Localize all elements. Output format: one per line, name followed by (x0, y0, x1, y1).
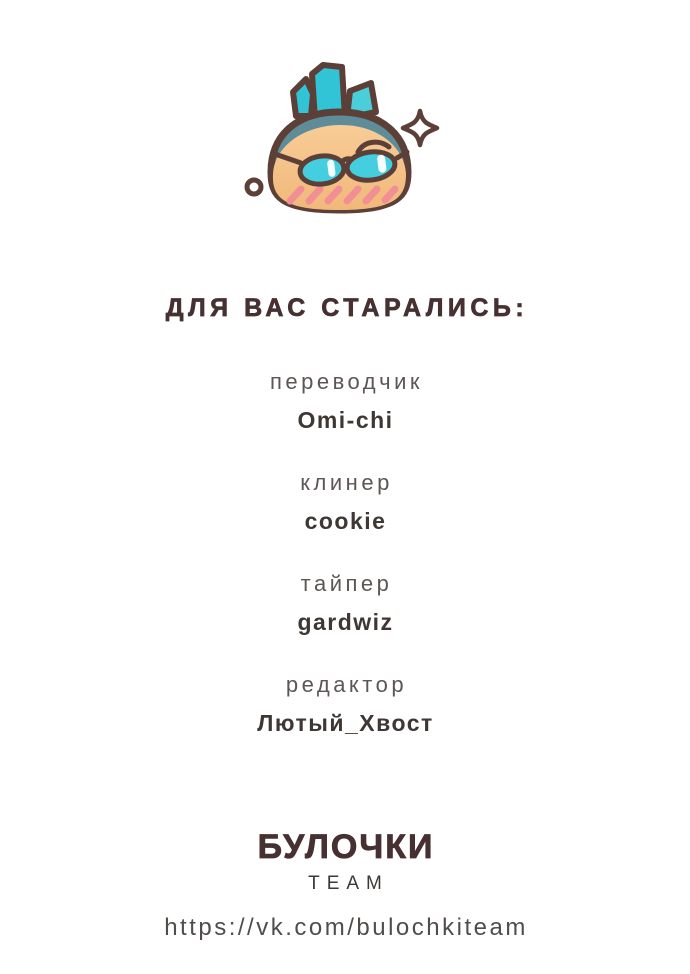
credit-cleaner (0, 470, 690, 535)
credit-person-name: Лютый_Хвост (257, 710, 434, 736)
credit-person-name: Omi-chi (297, 407, 394, 433)
credit-role-label: редактор (285, 672, 408, 697)
credit-person-name: gardwiz (297, 609, 394, 635)
team-name: БУЛОЧКИ (257, 828, 435, 866)
credit-typesetter (0, 571, 690, 636)
credit-person-name: cookie (304, 508, 387, 534)
bun-mascot-icon (238, 50, 448, 220)
credit-role-label: тайпер (300, 571, 393, 596)
credit-role-label: переводчик (269, 369, 424, 394)
credit-translator (0, 369, 690, 434)
page-title: ДЛЯ ВАС СТАРАЛИСЬ: (165, 294, 529, 322)
team-vk-url: https://vk.com/bulochkiteam (164, 914, 528, 941)
sparkle-icon (403, 111, 437, 145)
credit-editor (0, 672, 690, 737)
credits-list (0, 369, 690, 773)
credit-role-label: клинер (300, 470, 393, 495)
ring-icon (247, 180, 261, 194)
team-sub-label: TEAM (308, 873, 389, 894)
